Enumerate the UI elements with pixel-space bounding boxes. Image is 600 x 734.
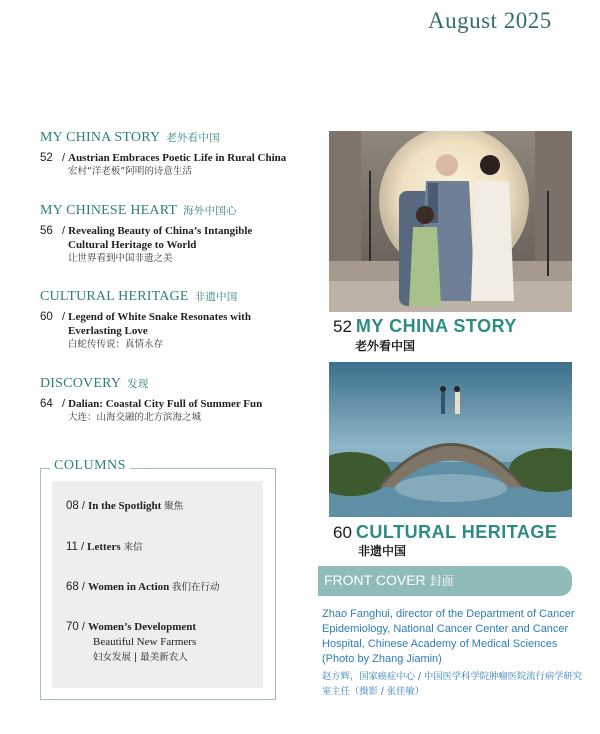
columns-heading: COLUMNS bbox=[50, 458, 130, 474]
column-item[interactable]: 68 / Women in Action 我们在行动 bbox=[66, 581, 220, 593]
section-cultural-heritage bbox=[40, 289, 310, 352]
section-my-china-story bbox=[40, 130, 310, 179]
front-cover-label: FRONT COVER 封面 bbox=[324, 572, 454, 588]
section-title: DISCOVERY 发现 bbox=[40, 376, 149, 391]
column-item[interactable]: 08 / In the Spotlight 聚焦 bbox=[66, 500, 184, 512]
section-my-chinese-heart bbox=[40, 203, 310, 266]
column-item[interactable]: 11 / Letters 来信 bbox=[66, 541, 143, 553]
feature-caption-1-cn: 老外看中国 bbox=[355, 339, 416, 353]
front-cover-description-cn: 赵方辉，国家癌症中心 / 中国医学科学院肿瘤医院流行病学研究室主任（摄影 / 张佳敏） bbox=[322, 671, 583, 697]
family-photo-illustration bbox=[329, 131, 572, 312]
feature-photo-bridge[interactable] bbox=[329, 362, 572, 517]
toc-entry[interactable]: 52 / Austrian Embraces Poetic Life in Rural China 宏村“洋老板”阿明的诗意生活 bbox=[40, 152, 287, 177]
bridge-photo-illustration bbox=[329, 362, 572, 517]
toc-entry[interactable]: 64 / Dalian: Coastal City Full of Summer Fun 大连：山海交融的北方滨海之城 bbox=[40, 398, 263, 423]
column-item[interactable]: 70 / Women’s Development Beautiful New Farmers 妇女发展 | 最美新农人 bbox=[66, 621, 197, 663]
front-cover-description: Zhao Fanghui, director of the Department of Cancer Epidemiology, National Cancer Center and Cancer Hospital, Chinese Academy of Medical Sciences (Photo by Zhang Jiamin) bbox=[322, 608, 575, 665]
section-discovery bbox=[40, 376, 320, 425]
section-title: MY CHINESE HEART 海外中国心 bbox=[40, 203, 237, 218]
feature-caption-1[interactable]: 52 MY CHINA STORY bbox=[333, 316, 517, 336]
feature-caption-2[interactable]: 60 CULTURAL HERITAGE bbox=[333, 522, 558, 542]
section-title: MY CHINA STORY 老外看中国 bbox=[40, 130, 220, 145]
toc-entry[interactable]: 56 / Revealing Beauty of China’s Intangible Cultural Heritage to World 让世界看到中国非遗之美 bbox=[40, 225, 253, 264]
issue-date: August 2025 bbox=[428, 8, 552, 33]
toc-entry[interactable]: 60 / Legend of White Snake Resonates with Everlasting Love 白蛇传传说：真情永存 bbox=[40, 311, 251, 350]
feature-photo-family[interactable] bbox=[329, 131, 572, 312]
feature-caption-2-cn: 非遗中国 bbox=[358, 544, 407, 558]
section-title: CULTURAL HERITAGE 非遗中国 bbox=[40, 289, 238, 304]
